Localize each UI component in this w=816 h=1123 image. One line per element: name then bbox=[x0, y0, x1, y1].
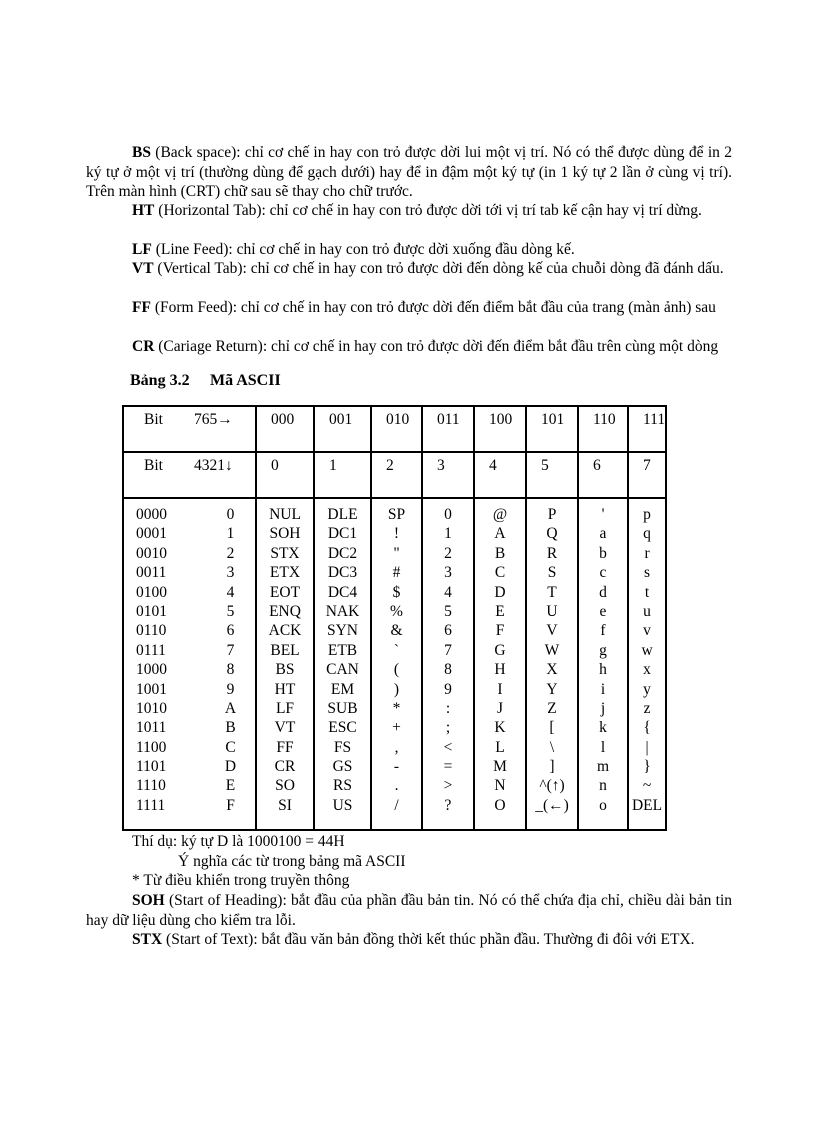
table-caption bbox=[130, 372, 281, 390]
table-cell: 0000 bbox=[136, 506, 167, 523]
table-cell: s bbox=[644, 564, 651, 582]
table-cell: I bbox=[497, 680, 503, 698]
table-cell: v bbox=[643, 622, 651, 640]
table-cell: j bbox=[600, 699, 606, 717]
table-cell: z bbox=[643, 699, 651, 717]
table-cell: w bbox=[641, 641, 653, 659]
col-header: 011 bbox=[422, 406, 474, 452]
char-column-6 bbox=[578, 498, 628, 830]
term-vt: VT bbox=[132, 260, 154, 277]
table-cell: 1100 bbox=[136, 738, 167, 756]
table-cell: 0 bbox=[444, 506, 452, 523]
table-cell: 5 bbox=[226, 602, 235, 620]
meaning-line: Ý nghĩa các từ trong bảng mã ASCII bbox=[178, 853, 406, 870]
table-cell: F bbox=[226, 796, 235, 814]
table-cell: m bbox=[596, 758, 610, 776]
table-cell: d bbox=[599, 583, 607, 601]
col-header: 1 bbox=[314, 452, 371, 498]
table-cell: % bbox=[390, 602, 403, 620]
table-cell: = bbox=[443, 758, 453, 776]
caption-number: Bảng 3.2 bbox=[130, 372, 190, 389]
table-cell: { bbox=[643, 719, 651, 737]
table-cell: G bbox=[494, 641, 506, 659]
table-cell: < bbox=[443, 738, 453, 756]
col-header: 111 bbox=[628, 406, 666, 452]
section-line: * Từ điều khiển trong truyền thông bbox=[132, 872, 350, 889]
bits-list bbox=[124, 505, 206, 815]
paragraph-bs bbox=[86, 143, 732, 202]
table-cell: 9 bbox=[226, 680, 235, 698]
table-cell: ESC bbox=[328, 719, 357, 737]
char-column-2 bbox=[371, 498, 422, 830]
bit-order-low: 4321↓ bbox=[194, 457, 233, 474]
table-cell: e bbox=[599, 602, 607, 620]
table-cell: ~ bbox=[642, 777, 652, 795]
table-cell: , bbox=[394, 738, 399, 756]
table-cell: Q bbox=[546, 525, 558, 543]
table-cell: l bbox=[600, 738, 606, 756]
hex-list bbox=[206, 505, 255, 815]
col-header: 4 bbox=[474, 452, 526, 498]
table-cell: J bbox=[496, 699, 504, 717]
table-cell: A bbox=[224, 699, 237, 717]
table-cell: 3 bbox=[226, 564, 235, 582]
table-cell: q bbox=[643, 525, 651, 543]
table-cell: \ bbox=[549, 738, 555, 756]
table-cell: } bbox=[643, 758, 651, 776]
table-cell: 1010 bbox=[136, 699, 167, 717]
paragraph-soh bbox=[86, 891, 732, 930]
col-header: 6 bbox=[578, 452, 628, 498]
table-cell: 9 bbox=[444, 680, 452, 698]
table-cell: DLE bbox=[327, 506, 358, 523]
table-cell: 1 bbox=[444, 525, 452, 543]
table-cell: DEL bbox=[631, 796, 663, 814]
table-cell: C bbox=[225, 738, 236, 756]
table-cell: k bbox=[599, 719, 607, 737]
table-cell: L bbox=[495, 738, 505, 756]
table-cell: NUL bbox=[269, 506, 301, 523]
desc-ff: (Form Feed): chỉ cơ chế in hay con trỏ được dời đến điểm bắt đầu của trang (màn ảnh) sau bbox=[150, 299, 716, 316]
table-cell: BS bbox=[275, 661, 295, 679]
col-header: 100 bbox=[474, 406, 526, 452]
table-cell: 6 bbox=[444, 622, 452, 640]
table-cell: g bbox=[599, 641, 607, 659]
table-cell: B bbox=[225, 719, 236, 737]
table-cell: - bbox=[393, 758, 400, 776]
table-cell: 0101 bbox=[136, 602, 167, 620]
caption-title: Mã ASCII bbox=[210, 372, 281, 389]
table-cell: NAK bbox=[325, 602, 360, 620]
table-cell: B bbox=[494, 544, 506, 562]
table-cell: > bbox=[443, 777, 453, 795]
table-cell: o bbox=[599, 796, 607, 814]
bits-column bbox=[123, 498, 256, 830]
table-cell: S bbox=[547, 564, 557, 582]
table-cell: 0 bbox=[226, 506, 235, 523]
table-cell: f bbox=[600, 622, 606, 640]
table-cell: 6 bbox=[226, 622, 235, 640]
bit-label-low bbox=[123, 452, 256, 498]
table-cell: D bbox=[494, 583, 506, 601]
table-cell: 4 bbox=[444, 583, 452, 601]
paragraph-cr bbox=[86, 337, 732, 357]
table-cell: [ bbox=[549, 719, 555, 737]
char-column-7 bbox=[628, 498, 666, 830]
table-cell: ! bbox=[393, 525, 400, 543]
col-header: 000 bbox=[256, 406, 314, 452]
table-cell: | bbox=[645, 738, 649, 756]
table-cell: h bbox=[599, 661, 607, 679]
col-header: 2 bbox=[371, 452, 422, 498]
char-column-1 bbox=[314, 498, 371, 830]
table-cell: i bbox=[600, 680, 606, 698]
table-cell: Y bbox=[546, 680, 558, 698]
table-cell: M bbox=[493, 758, 507, 776]
table-cell: 1 bbox=[226, 525, 235, 543]
table-cell: : bbox=[445, 699, 451, 717]
term-ht: HT bbox=[132, 202, 155, 219]
col-header: 001 bbox=[314, 406, 371, 452]
table-cell: b bbox=[599, 544, 607, 562]
table-cell: H bbox=[494, 661, 506, 679]
table-cell: c bbox=[599, 564, 607, 582]
table-cell: 1000 bbox=[136, 661, 167, 679]
table-cell: * bbox=[392, 699, 401, 717]
table-cell: t bbox=[644, 583, 650, 601]
desc-soh: (Start of Heading): bắt đầu của phần đầu bản tin. Nó có thể chứa địa chỉ, chiều dài bản tin hay dữ liệu dùng cho kiểm tra lỗi. bbox=[86, 892, 732, 929]
term-ff: FF bbox=[132, 299, 151, 316]
table-cell: 4 bbox=[226, 583, 235, 601]
bit-text: Bit bbox=[144, 457, 163, 474]
table-cell: E bbox=[225, 777, 236, 795]
table-cell: . bbox=[394, 777, 399, 795]
table-cell: 2 bbox=[226, 544, 235, 562]
table-cell: EOT bbox=[269, 583, 301, 601]
bit-label-high bbox=[123, 406, 256, 452]
table-cell: C bbox=[494, 564, 506, 582]
table-cell: + bbox=[392, 719, 401, 737]
bit-order-high: 765→ bbox=[194, 411, 233, 428]
table-cell: R bbox=[546, 544, 558, 562]
table-cell: SO bbox=[275, 777, 295, 795]
table-cell: DC3 bbox=[327, 564, 358, 582]
table-cell: SUB bbox=[327, 699, 358, 717]
table-cell: 0111 bbox=[136, 641, 166, 659]
desc-bs: (Back space): chỉ cơ chế in hay con trỏ được dời lui một vị trí. Nó có thể được dùng để in 2 ký tự ở một vị trí (thường dùng để gạch dưới) hay để in đậm một ký tự (in 1 ký tự 2 lần ở cùng vị trí). Trên màn hình (CRT) chữ sau sẽ thay cho chữ trước. bbox=[86, 144, 732, 200]
table-cell: _(←) bbox=[535, 796, 569, 814]
header-row-high-bits bbox=[123, 406, 666, 452]
desc-cr: (Cariage Return): chỉ cơ chế in hay con trỏ được dời đến điểm bắt đầu trên cùng một dòng bbox=[154, 338, 719, 355]
table-cell: 1111 bbox=[136, 796, 166, 814]
table-cell: ' bbox=[601, 506, 605, 523]
table-cell: V bbox=[546, 622, 558, 640]
table-cell: F bbox=[495, 622, 505, 640]
char-column-3 bbox=[422, 498, 474, 830]
table-cell: GS bbox=[332, 758, 353, 776]
table-cell: 5 bbox=[444, 602, 452, 620]
col-header: 101 bbox=[526, 406, 578, 452]
term-stx: STX bbox=[132, 931, 163, 948]
table-cell: ? bbox=[444, 796, 452, 814]
table-cell: 0011 bbox=[136, 564, 167, 582]
table-cell: Z bbox=[547, 699, 557, 717]
col-header: 7 bbox=[628, 452, 666, 498]
table-cell: ETB bbox=[327, 641, 358, 659]
table-cell: CAN bbox=[326, 661, 359, 679]
table-cell: DC4 bbox=[327, 583, 358, 601]
table-cell: ACK bbox=[268, 622, 302, 640]
table-cell: / bbox=[394, 796, 399, 814]
table-cell: y bbox=[643, 680, 651, 698]
table-cell: # bbox=[392, 564, 401, 582]
char-column-4 bbox=[474, 498, 526, 830]
table-cell: 0110 bbox=[136, 622, 167, 640]
table-cell: U bbox=[546, 602, 558, 620]
table-cell: 8 bbox=[226, 661, 235, 679]
table-cell: @ bbox=[492, 506, 508, 523]
col-header: 5 bbox=[526, 452, 578, 498]
paragraph-ht bbox=[86, 201, 732, 221]
table-cell: E bbox=[495, 602, 505, 620]
table-cell: D bbox=[224, 758, 237, 776]
table-cell: 0001 bbox=[136, 525, 167, 543]
table-cell: T bbox=[547, 583, 557, 601]
table-cell: u bbox=[643, 602, 651, 620]
term-lf: LF bbox=[132, 241, 152, 258]
paragraph-stx bbox=[86, 930, 732, 950]
table-cell: A bbox=[494, 525, 506, 543]
table-cell: W bbox=[544, 641, 560, 659]
header-row-low-bits bbox=[123, 452, 666, 498]
table-cell: LF bbox=[275, 699, 295, 717]
col-header: 110 bbox=[578, 406, 628, 452]
table-cell: X bbox=[546, 661, 558, 679]
table-cell: SP bbox=[387, 506, 406, 523]
table-cell: STX bbox=[270, 544, 300, 562]
table-cell: CR bbox=[274, 758, 296, 776]
table-cell: ] bbox=[549, 758, 555, 776]
desc-ht: (Horizontal Tab): chỉ cơ chế in hay con trỏ được dời tới vị trí tab kế cận hay vị trí dừng. bbox=[154, 202, 702, 219]
table-cell: a bbox=[599, 525, 607, 543]
table-cell: DC1 bbox=[327, 525, 358, 543]
table-cell: r bbox=[644, 544, 650, 562]
table-cell: 0100 bbox=[136, 583, 167, 601]
term-cr: CR bbox=[132, 338, 155, 355]
table-cell: O bbox=[494, 796, 506, 814]
example-line: Thí dụ: ký tự D là 1000100 = 44H bbox=[132, 833, 345, 850]
paragraph-vt bbox=[86, 259, 732, 279]
table-cell: ) bbox=[393, 680, 400, 698]
table-cell: 1001 bbox=[136, 680, 167, 698]
table-cell: EM bbox=[330, 680, 355, 698]
table-cell: 1110 bbox=[136, 777, 166, 795]
table-cell: SYN bbox=[326, 622, 358, 640]
table-cell: " bbox=[393, 544, 400, 562]
table-cell: DC2 bbox=[327, 544, 358, 562]
table-cell: 1011 bbox=[136, 719, 167, 737]
table-cell: p bbox=[643, 506, 651, 523]
table-cell: K bbox=[494, 719, 506, 737]
table-cell: x bbox=[643, 661, 651, 679]
table-cell: RS bbox=[333, 777, 352, 795]
table-cell: 7 bbox=[226, 641, 235, 659]
table-cell: n bbox=[599, 777, 607, 795]
table-cell: 3 bbox=[444, 564, 452, 582]
table-cell: BEL bbox=[270, 641, 300, 659]
char-column-5 bbox=[526, 498, 578, 830]
table-cell: ^(↑) bbox=[539, 777, 565, 795]
bit-text: Bit bbox=[144, 411, 163, 428]
paragraph-ff bbox=[86, 298, 732, 318]
table-cell: 0010 bbox=[136, 544, 167, 562]
table-cell: ENQ bbox=[269, 602, 301, 620]
col-header: 0 bbox=[256, 452, 314, 498]
table-cell: HT bbox=[274, 680, 296, 698]
table-cell: FF bbox=[276, 738, 294, 756]
desc-lf: (Line Feed): chỉ cơ chế in hay con trỏ được dời xuống đầu dòng kế. bbox=[151, 241, 575, 258]
table-cell: 1101 bbox=[136, 758, 167, 776]
desc-stx: (Start of Text): bắt đầu văn bản đồng thời kết thúc phần đầu. Thường đi đôi với ETX. bbox=[162, 931, 695, 948]
table-body-row bbox=[123, 498, 666, 830]
desc-vt: (Vertical Tab): chỉ cơ chế in hay con trỏ được dời đến dòng kế của chuỗi dòng đã đánh dấu. bbox=[153, 260, 724, 277]
table-cell: 8 bbox=[444, 661, 452, 679]
char-column-0 bbox=[256, 498, 314, 830]
table-cell: ; bbox=[445, 719, 451, 737]
table-cell: ` bbox=[393, 641, 400, 659]
table-cell: 7 bbox=[444, 641, 452, 659]
table-cell: $ bbox=[392, 583, 401, 601]
term-soh: SOH bbox=[132, 892, 165, 909]
table-cell: 2 bbox=[444, 544, 452, 562]
table-cell: ( bbox=[393, 661, 400, 679]
paragraph-lf bbox=[86, 240, 732, 260]
ascii-table bbox=[122, 405, 667, 831]
table-cell: ETX bbox=[269, 564, 301, 582]
table-cell: VT bbox=[274, 719, 296, 737]
table-cell: SI bbox=[278, 796, 292, 814]
table-cell: N bbox=[494, 777, 506, 795]
col-header: 3 bbox=[422, 452, 474, 498]
table-cell: P bbox=[547, 506, 557, 523]
col-header: 010 bbox=[371, 406, 422, 452]
table-cell: SOH bbox=[269, 525, 301, 543]
term-bs: BS bbox=[132, 144, 151, 161]
table-cell: FS bbox=[333, 738, 352, 756]
table-cell: & bbox=[390, 622, 403, 640]
table-cell: US bbox=[332, 796, 353, 814]
